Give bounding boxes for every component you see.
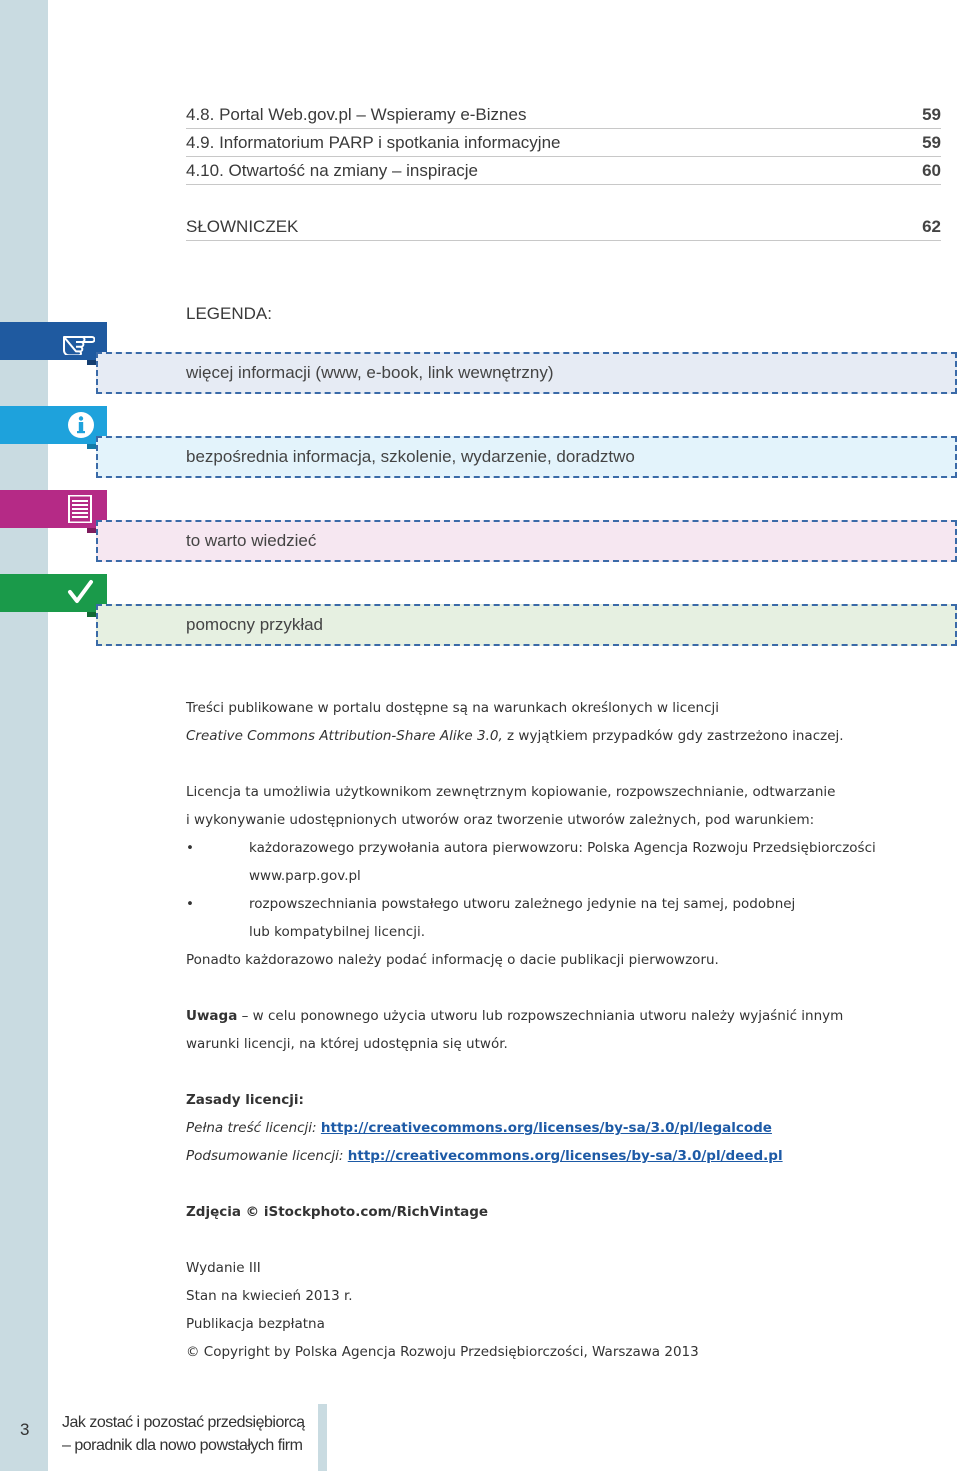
legend-tab-example (0, 574, 107, 612)
legalcode-link[interactable]: http://creativecommons.org/licenses/by-sa/3.0/pl/legalcode (320, 1120, 772, 1136)
license-para-2: Licencja ta umożliwia użytkownikom zewnętrznym kopiowanie, rozpowszechnianie, odtwarzanie i wykonywanie udostępnionych utworów oraz tworzenie utworów zależnych, pod warunkiem: (186, 784, 836, 828)
legend-label: to warto wiedzieć (186, 531, 317, 550)
toc-title: SŁOWNICZEK (186, 217, 304, 237)
toc-title: 4.10. Otwartość na zmiany – inspiracje (186, 161, 484, 181)
legend-title: LEGENDA: (186, 304, 272, 323)
license-bullet-2: rozpowszechniania powstałego utworu zależnego jedynie na tej samej, podobnej lub kompatybilnej licencji. (249, 896, 796, 940)
legend-tab-direct-info (0, 406, 107, 444)
checkmark-icon (61, 579, 95, 607)
legend-box-more-info (96, 352, 957, 394)
toc-page: 62 (916, 217, 941, 237)
toc-title: 4.9. Informatorium PARP i spotkania informacyjne (186, 133, 566, 153)
footer-divider (318, 1404, 327, 1471)
license-note: Uwaga – w celu ponownego użycia utworu lub rozpowszechniania utworu należy wyjaśnić innym warunki licencji, na której udostępnia się utwór. (186, 1008, 844, 1052)
bullet-marker: • (186, 896, 194, 912)
toc-page: 59 (916, 133, 941, 153)
license-rules-title: Zasady licencji: (186, 1092, 304, 1108)
legend-label: pomocny przykład (186, 615, 324, 634)
deed-link[interactable]: http://creativecommons.org/licenses/by-sa/3.0/pl/deed.pl (347, 1148, 783, 1164)
toc-title: 4.8. Portal Web.gov.pl – Wspieramy e-Biznes (186, 105, 532, 125)
license-para-3: Ponadto każdorazowo należy podać informację o dacie publikacji pierwowzoru. (186, 952, 719, 968)
edition-info: Wydanie III Stan na kwiecień 2013 r. Publikacja bezpłatna © Copyright by Polska Agencja Rozwoju Przedsiębiorczości, Warszawa 2013 (186, 1260, 699, 1360)
license-para-1: Treści publikowane w portalu dostępne są na warunkach określonych w licencji Creative Commons Attribution-Share Alike 3.0, z wyjątkiem przypadków gdy zastrzeżono inaczej. (186, 700, 844, 744)
side-strip (0, 0, 48, 1471)
bullet-marker: • (186, 840, 194, 856)
legend-tab-more-info (0, 322, 107, 360)
legend-box-direct-info (96, 436, 957, 478)
toc-row[interactable] (186, 163, 941, 185)
toc-row[interactable] (186, 135, 941, 157)
license-rules: Zasady licencji: Pełna treść licencji: http://creativecommons.org/licenses/by-sa/3.0/pl/legalcode Podsumowanie licencji: http://creativecommons.org/licenses/by-sa/3.0/pl/deed.pl (186, 1092, 783, 1164)
photo-credit: Zdjęcia © iStockphoto.com/RichVintage (186, 1204, 489, 1220)
pointing-hand-icon (61, 327, 95, 355)
legend-label: bezpośrednia informacja, szkolenie, wydarzenie, doradztwo (186, 447, 635, 466)
footer-title-line-2: – poradnik dla nowo powstałych firm (62, 1437, 303, 1454)
license-bullet-1: każdorazowego przywołania autora pierwowzoru: Polska Agencja Rozwoju Przedsiębiorczości www.parp.gov.pl (249, 840, 876, 884)
legend-box-example (96, 604, 957, 646)
legend-box-worth-knowing (96, 520, 957, 562)
legend-label: więcej informacji (www, e-book, link wewnętrzny) (186, 363, 554, 382)
legend-tab-worth-knowing (0, 490, 107, 528)
toc-row[interactable] (186, 219, 941, 241)
toc-page: 59 (916, 105, 941, 125)
toc-row[interactable] (186, 107, 941, 129)
footer-title-line-1: Jak zostać i pozostać przedsiębiorcą (62, 1414, 305, 1431)
info-icon (61, 411, 95, 439)
page-number: 3 (20, 1420, 30, 1439)
toc-page: 60 (916, 161, 941, 181)
notepad-icon (61, 495, 95, 523)
